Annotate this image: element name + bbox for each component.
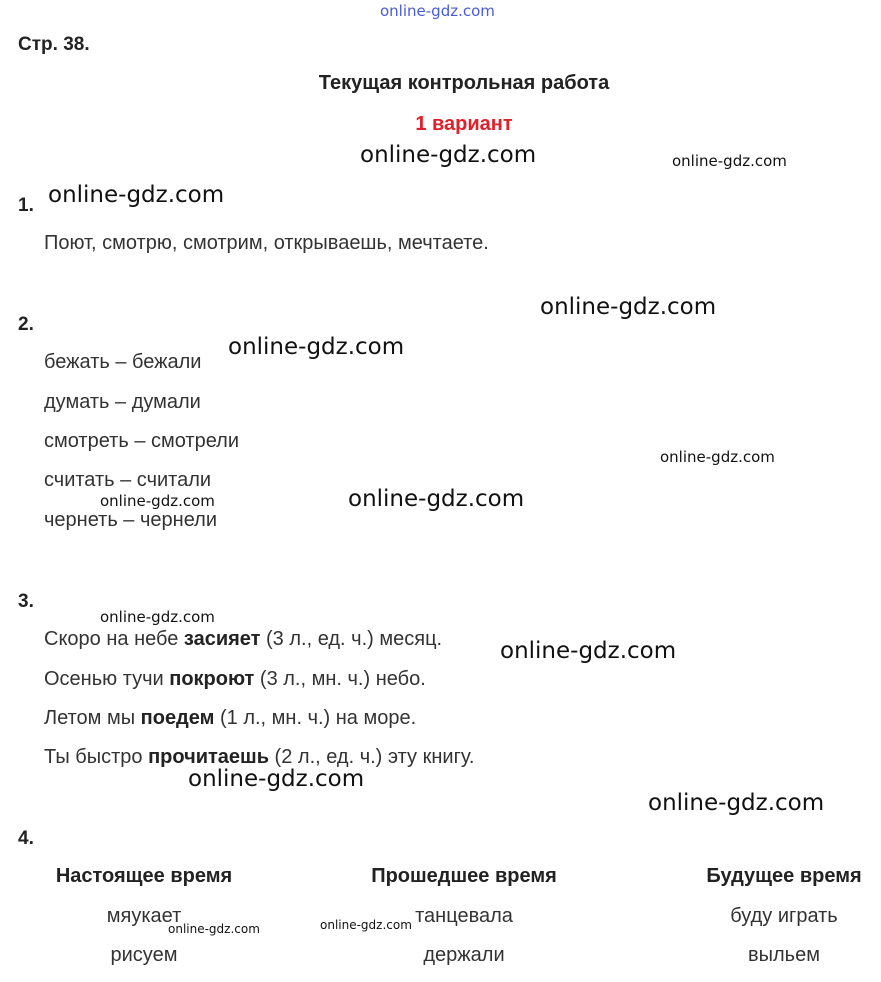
table-cell-present: мяукает	[106, 905, 182, 927]
task-3-sentence: Скоро на небе засияет (3 л., ед. ч.) месяц.	[44, 628, 443, 650]
watermark: online-gdz.com	[228, 334, 405, 360]
variant-label: 1 вариант	[415, 113, 513, 135]
task-1-number: 1.	[18, 195, 34, 216]
page-number: Стр. 38.	[18, 34, 90, 55]
task-2-line: бежать – бежали	[44, 351, 202, 373]
watermark: online-gdz.com	[48, 182, 225, 208]
watermark: online-gdz.com	[168, 922, 260, 936]
watermark: online-gdz.com	[500, 638, 677, 664]
table-cell-past: танцевала	[415, 905, 513, 927]
table-cell-future: выльем	[748, 944, 820, 966]
column-header-present: Настоящее время	[55, 865, 233, 887]
watermark: online-gdz.com	[540, 294, 717, 320]
watermark: online-gdz.com	[648, 790, 825, 816]
watermark: online-gdz.com	[660, 448, 775, 466]
watermark: online-gdz.com	[100, 608, 215, 626]
task-1-answer: Поют, смотрю, смотрим, открываешь, мечтаете.	[44, 232, 489, 254]
table-cell-past: держали	[423, 944, 505, 966]
watermark: online-gdz.com	[348, 486, 525, 512]
task-2-line: чернеть – чернели	[44, 509, 217, 531]
column-header-past: Прошедшее время	[371, 865, 557, 887]
watermark: online-gdz.com	[100, 492, 215, 510]
watermark: online-gdz.com	[188, 766, 365, 792]
watermark: online-gdz.com	[320, 918, 412, 932]
task-2-number: 2.	[18, 314, 34, 335]
task-4-number: 4.	[18, 828, 34, 849]
task-2-line: думать – думали	[44, 391, 201, 413]
table-cell-present: рисуем	[110, 944, 178, 966]
watermark: online-gdz.com	[360, 142, 537, 168]
task-3-number: 3.	[18, 591, 34, 612]
watermark: online-gdz.com	[672, 152, 787, 170]
watermark-top: online-gdz.com	[380, 2, 495, 20]
task-2-line: смотреть – смотрели	[44, 430, 240, 452]
task-3-sentence: Летом мы поедем (1 л., мн. ч.) на море.	[44, 707, 417, 729]
column-header-future: Будущее время	[706, 865, 862, 887]
table-cell-future: буду играть	[730, 905, 838, 927]
worksheet-title: Текущая контрольная работа	[318, 72, 610, 94]
task-3-sentence: Ты быстро прочитаешь (2 л., ед. ч.) эту книгу.	[44, 746, 475, 768]
task-3-sentence: Осенью тучи покроют (3 л., мн. ч.) небо.	[44, 668, 426, 690]
task-2-line: считать – считали	[44, 469, 212, 491]
